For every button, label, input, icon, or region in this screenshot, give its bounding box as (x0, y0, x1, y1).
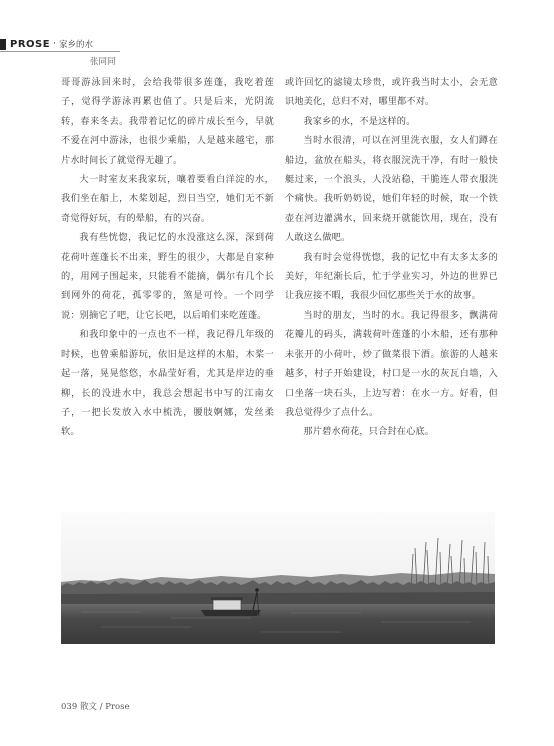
publication-name: 散文 (79, 702, 97, 712)
paragraph: 当时的朋友，当时的水。我记得很多，飘满荷花瓣儿的码头，满载荷叶莲蓬的小木船，还有那种未张开的小荷叶，炒了做菜很下酒。旅游的人越来越多，村子开始建设，村口是一水的灰瓦白墙，入口坐落一块石头，上边写着：在水一方。好看，但我总觉得少了点什么。 (285, 309, 498, 418)
left-column (61, 73, 274, 442)
paragraph: 和我印象中的一点也不一样，我记得几年级的时候，也曾乘船游玩，依旧是这样的木船，木桨一起一落，晃晃悠悠，水晶莹好看，尤其是岸边的垂柳，长的没进水中，我总会想起书中写的江南女子，一把长发放入水中梳洗，腰肢婀娜，发丝柔软。 (61, 329, 274, 438)
author-name: 张同同 (90, 57, 116, 67)
page-header (0, 38, 93, 50)
paragraph: 当时水很清，可以在河里洗衣服，女人们蹲在船边，盆放在船头，将衣服浣洗干净，有时一般快艇过来，一个浪头，人没站稳，干脆连人带衣服洗个痛快。我听奶奶说，她们年轻的时候，取一个铁壶在河边灌满水，回来烧开就能饮用，现在，没有人敢这么做吧。 (285, 135, 498, 244)
paragraph: 那片碧水荷花，只合封在心底。 (303, 426, 435, 438)
lake-reed-photo (61, 512, 495, 644)
page-number: 039 (61, 702, 78, 712)
paragraph: 我家乡的水，不是这样的。 (303, 115, 416, 127)
header-bar (0, 39, 6, 50)
right-column (285, 73, 498, 442)
paragraph: 大一时室友来我家玩，嚷着要看白洋淀的水，我们坐在船上，木桨划起，烈日当空，她们无不新奇觉得好玩，有的晕船，有的兴奋。 (61, 174, 274, 224)
page-footer (61, 700, 130, 712)
publication-name-en: Prose (105, 702, 130, 712)
header-rule (0, 51, 120, 52)
footer-separator: / (99, 702, 103, 712)
paragraph: 哥哥游泳回来时，会给我带很多莲蓬，我吃着莲子，觉得学游泳再累也值了。只是后来，光阴流转，春来冬去。我带着记忆的碎片成长至今，早就不爱在河中游泳，也很少乘船，人是越来越宅，那片水时间长了就觉得无趣了。 (61, 77, 274, 166)
header-separator: · (53, 39, 56, 49)
section-title: 家乡的水 (58, 40, 93, 50)
photo-illustration (61, 512, 495, 644)
paragraph: 或许回忆的滤镜太珍贵，或许我当时太小，会无意识地美化，总归不对，哪里都不对。 (285, 77, 498, 108)
paragraph: 我有些恍惚，我记忆的水没涨这么深，深到荷花荷叶莲蓬长不出来，野生的很少，大都是自家种的，用网子围起来，只能看不能摘，偶尔有几个长到网外的荷花，孤零零的，煞是可怜。一个同学说：别摘它了吧，让它长吧，以后咱们来吃莲蓬。 (61, 232, 274, 321)
paragraph: 我有时会觉得恍惚，我的记忆中有太多太多的美好，年纪渐长后，忙于学业实习，外边的世界已让我应接不暇，我很少回忆那些关于水的故事。 (285, 251, 498, 302)
brand-label: PROSE (10, 38, 51, 50)
